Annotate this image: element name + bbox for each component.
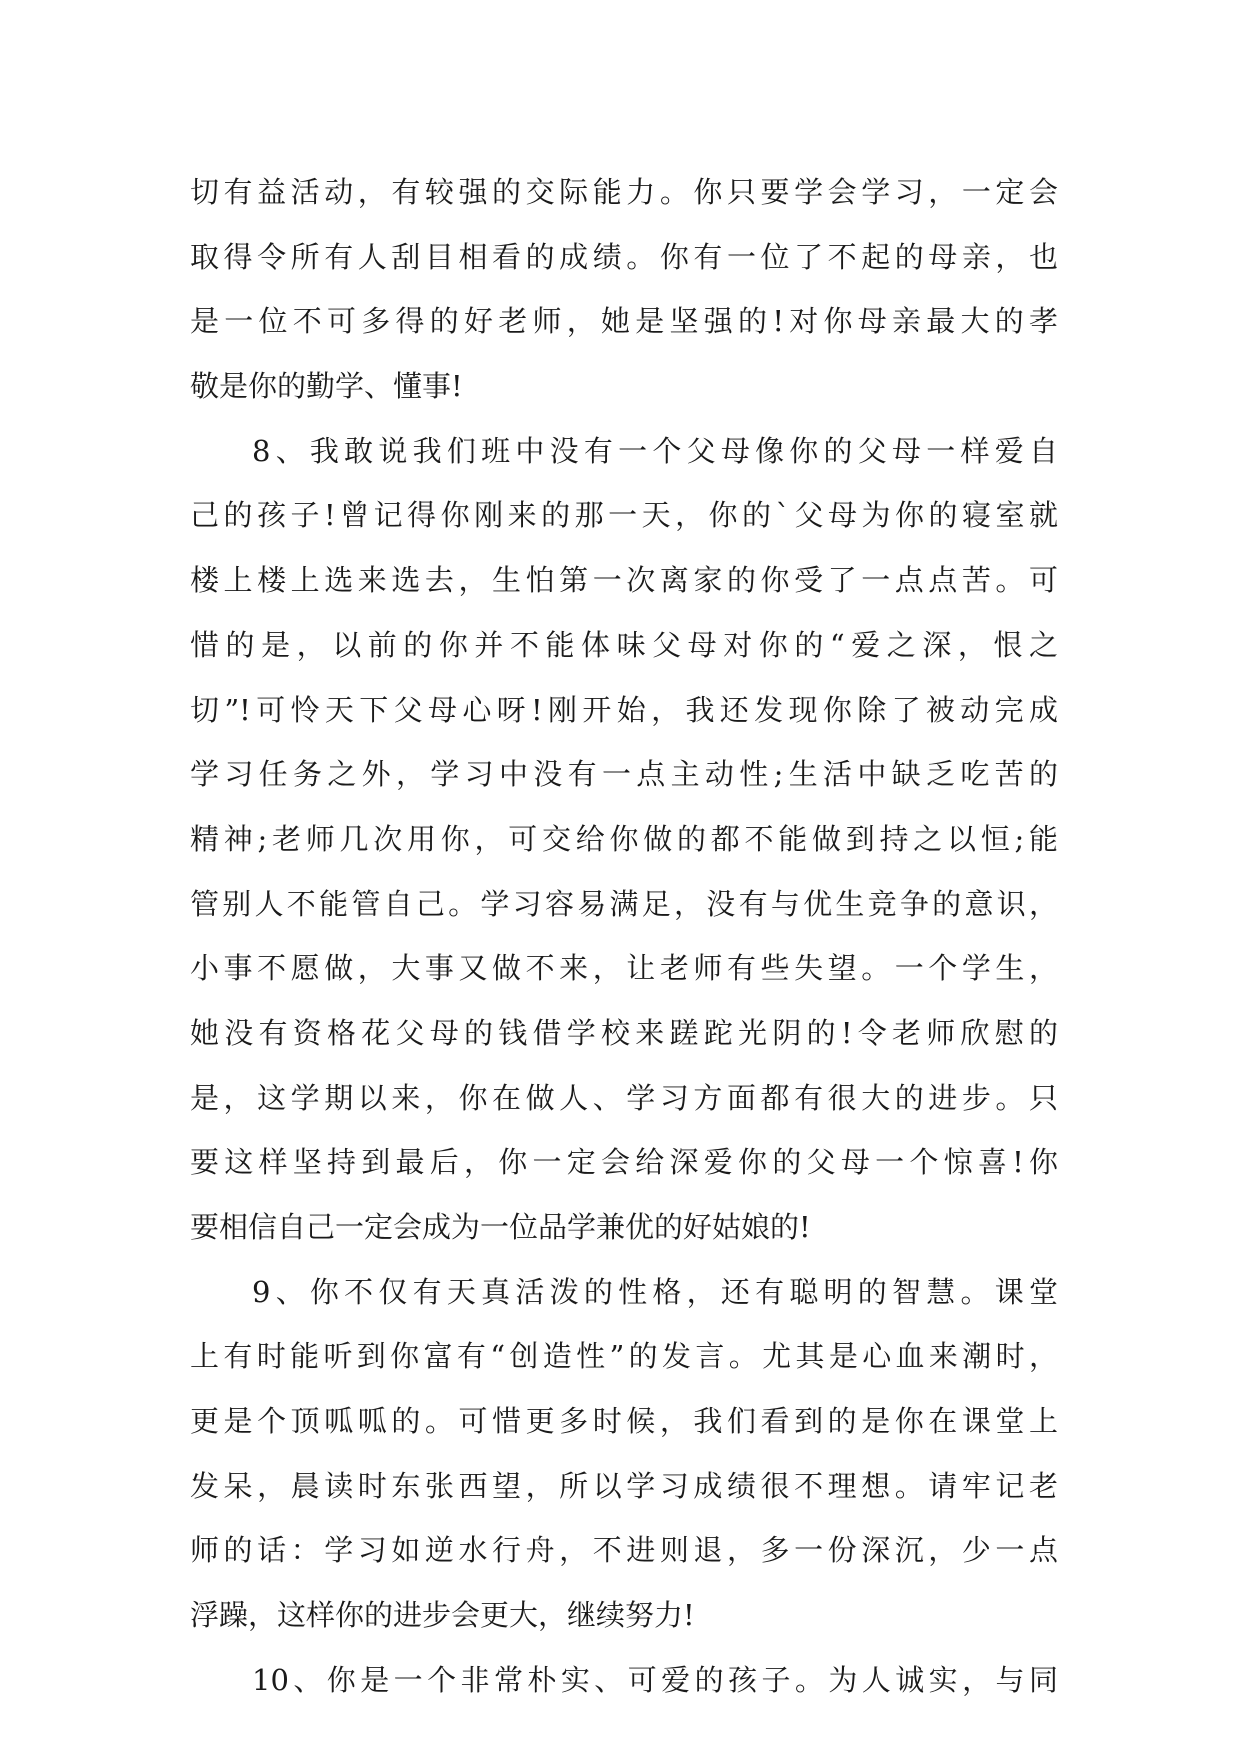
text-line-8: 惜的是，以前的你并不能体味父母对你的“爱之深，恨之 bbox=[190, 627, 1058, 662]
text-line-23: 浮躁，这样你的进步会更大，继续努力! bbox=[190, 1598, 695, 1633]
comment-9-first-line: 9、你不仅有天真活泼的性格，还有聪明的智慧。课堂 bbox=[252, 1274, 1058, 1309]
text-line-3: 是一位不可多得的好老师，她是坚强的!对你母亲最大的孝 bbox=[190, 304, 1058, 339]
text-line-19: 上有时能听到你富有“创造性”的发言。尤其是心血来潮时， bbox=[190, 1339, 1058, 1374]
text-line-4: 敬是你的勤学、懂事! bbox=[190, 369, 463, 404]
text-line-2: 取得令所有人刮目相看的成绩。你有一位了不起的母亲，也 bbox=[190, 239, 1058, 274]
text-line-13: 小事不愿做，大事又做不来，让老师有些失望。一个学生， bbox=[190, 951, 1058, 986]
comment-8-first-line: 8、我敢说我们班中没有一个父母像你的父母一样爱自 bbox=[252, 433, 1058, 468]
document-body bbox=[190, 160, 1058, 1713]
text-line-20: 更是个顶呱呱的。可惜更多时候，我们看到的是你在课堂上 bbox=[190, 1404, 1058, 1439]
comment-10-first-line: 10、你是一个非常朴实、可爱的孩子。为人诚实，与同 bbox=[252, 1662, 1058, 1697]
text-line-21: 发呆，晨读时东张西望，所以学习成绩很不理想。请牢记老 bbox=[190, 1468, 1058, 1503]
text-line-1: 切有益活动，有较强的交际能力。你只要学会学习，一定会 bbox=[190, 175, 1058, 209]
text-line-10: 学习任务之外，学习中没有一点主动性;生活中缺乏吃苦的 bbox=[190, 757, 1058, 792]
text-line-17: 要相信自己一定会成为一位品学兼优的好姑娘的! bbox=[190, 1210, 811, 1244]
text-line-7: 楼上楼上选来选去，生怕第一次离家的你受了一点点苦。可 bbox=[190, 563, 1058, 598]
text-line-16: 要这样坚持到最后，你一定会给深爱你的父母一个惊喜!你 bbox=[190, 1145, 1058, 1180]
text-line-14: 她没有资格花父母的钱借学校来蹉跎光阴的!令老师欣慰的 bbox=[190, 1015, 1058, 1050]
text-line-6: 己的孩子!曾记得你刚来的那一天，你的`父母为你的寝室就 bbox=[190, 498, 1058, 533]
text-line-11: 精神;老师几次用你，可交给你做的都不能做到持之以恒;能 bbox=[190, 821, 1058, 856]
text-line-12: 管别人不能管自己。学习容易满足，没有与优生竞争的意识， bbox=[190, 886, 1058, 921]
text-line-22: 师的话：学习如逆水行舟，不进则退，多一份深沉，少一点 bbox=[190, 1533, 1058, 1568]
text-line-9: 切”!可怜天下父母心呀!刚开始，我还发现你除了被动完成 bbox=[190, 692, 1058, 727]
text-line-15: 是，这学期以来，你在做人、学习方面都有很大的进步。只 bbox=[190, 1080, 1058, 1115]
